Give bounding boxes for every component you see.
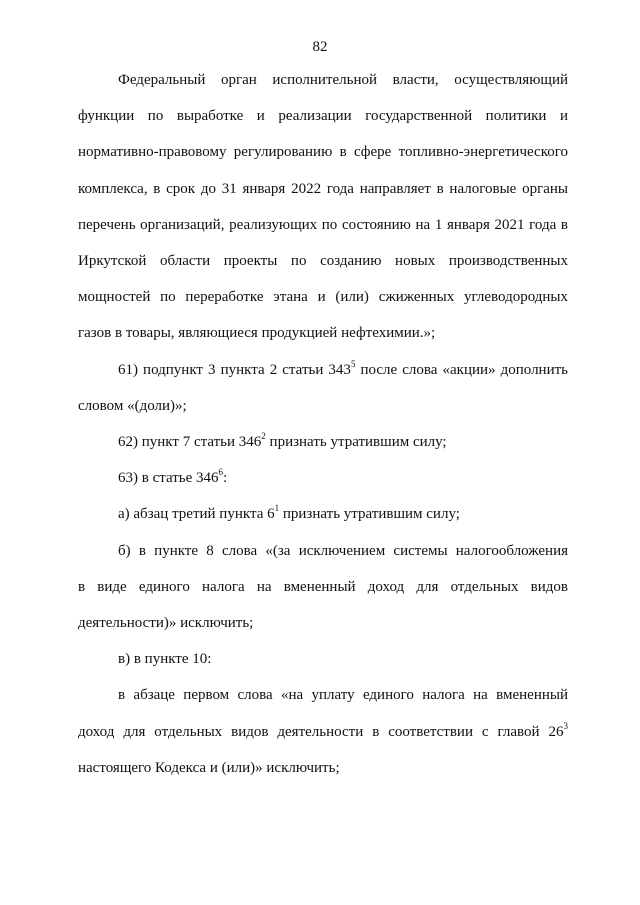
text-line <box>78 460 568 496</box>
text-line: газов в товары, являющиеся продукцией нефтехимии.»; <box>78 325 436 342</box>
superscript: 6 <box>218 467 224 478</box>
paragraph-first-abzac <box>78 677 568 786</box>
paragraph-item-63 <box>78 460 568 496</box>
text-line: комплекса, в срок до 31 января 2022 года направляет в налоговые органы <box>78 180 568 197</box>
document-body <box>78 62 568 786</box>
text-line: деятельности)» исключить; <box>78 615 254 632</box>
text-fragment: после слова «акции» дополнить <box>355 361 568 378</box>
text-line <box>78 714 568 750</box>
text-line <box>78 496 568 532</box>
paragraph-subitem-a <box>78 496 568 532</box>
text-fragment: а) абзац третий пункта 6 <box>118 506 275 523</box>
superscript: 3 <box>563 720 568 731</box>
text-fragment: : <box>223 470 228 487</box>
text-line: мощностей по переработке этана и (или) сжиженных углеводородных <box>78 289 568 306</box>
text-line: словом «(доли)»; <box>78 397 187 414</box>
text-line: Иркутской области проекты по созданию новых производственных <box>78 253 568 270</box>
text-fragment: 61) подпункт 3 пункта 2 статьи 343 <box>118 361 351 378</box>
text-line: перечень организаций, реализующих по состоянию на 1 января 2021 года в <box>78 216 568 233</box>
paragraph-item-61 <box>78 352 568 424</box>
superscript: 5 <box>350 358 356 369</box>
text-fragment: 62) пункт 7 статьи 346 <box>118 434 262 451</box>
text-line: в абзаце первом слова «на уплату единого налога на вмененный <box>118 687 568 704</box>
text-fragment: доход для отдельных видов деятельности в соответствии с главой 26 <box>78 723 564 740</box>
text-fragment: 63) в статье 346 <box>118 470 219 487</box>
superscript: 2 <box>261 431 266 442</box>
paragraph-subitem-b <box>78 533 568 642</box>
text-line: б) в пункте 8 слова «(за исключением системы налогообложения <box>118 542 568 559</box>
paragraph-organization-list <box>78 62 568 352</box>
text-line: настоящего Кодекса и (или)» исключить; <box>78 759 340 776</box>
superscript: 1 <box>274 503 280 514</box>
text-line <box>78 352 568 388</box>
paragraph-subitem-v <box>78 641 568 677</box>
text-line: функции по выработке и реализации государственной политики и <box>78 108 568 125</box>
text-line: в виде единого налога на вмененный доход для отдельных видов <box>78 578 568 595</box>
text-line: нормативно-правовому регулированию в сфере топливно-энергетического <box>78 144 568 161</box>
text-fragment: признать утратившим силу; <box>279 506 460 523</box>
text-line: в) в пункте 10: <box>118 651 212 668</box>
page-number: 82 <box>312 39 328 55</box>
text-line: Федеральный орган исполнительной власти, осуществляющий <box>118 72 568 88</box>
text-fragment: признать утратившим силу; <box>265 434 447 451</box>
text-line <box>78 424 568 460</box>
paragraph-item-62 <box>78 424 568 460</box>
